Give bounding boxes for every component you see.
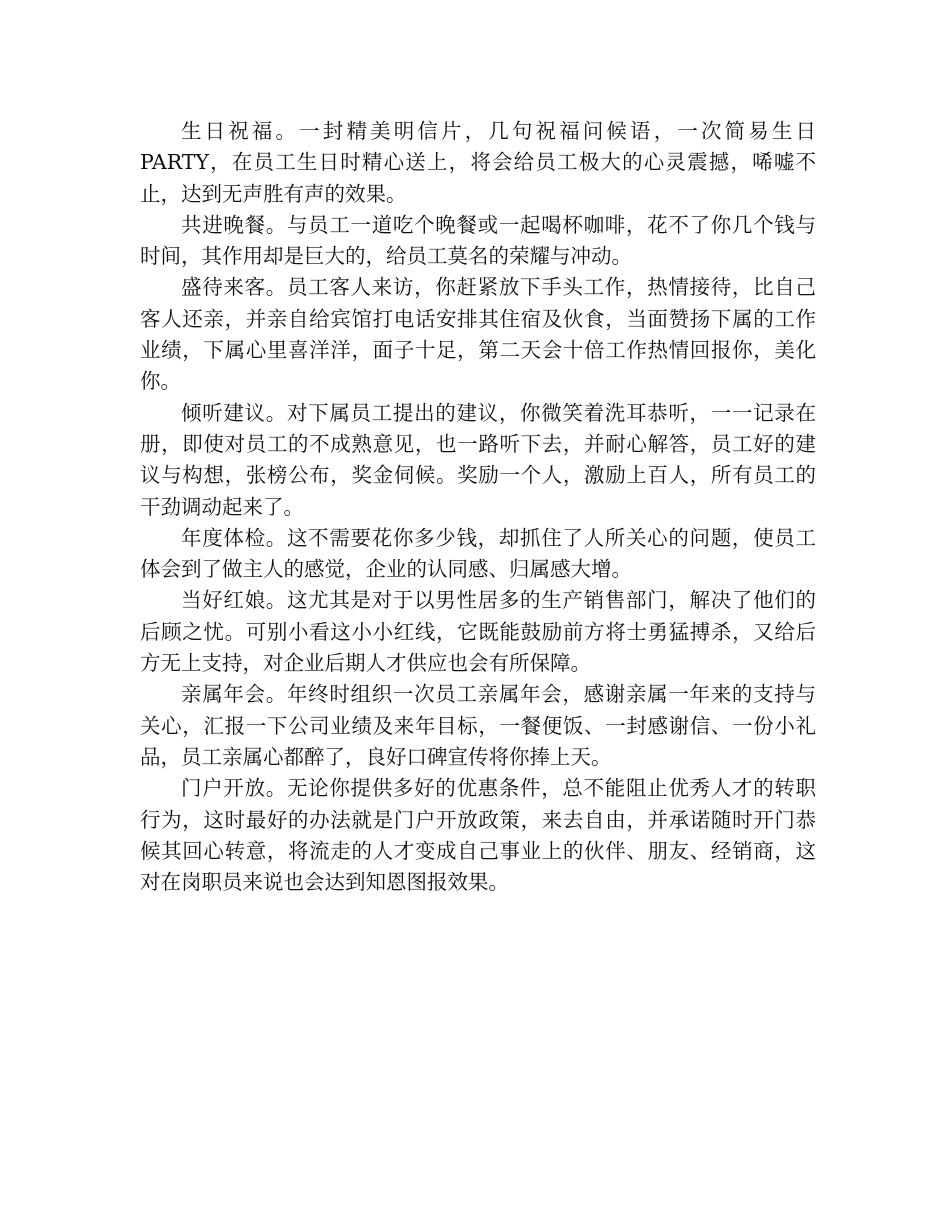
paragraph-dinner: 共进晚餐。与员工一道吃个晚餐或一起喝杯咖啡，花不了你几个钱与时间，其作用却是巨大的，给员工莫名的荣耀与冲动。 [140, 212, 816, 269]
paragraph-family-meeting: 亲属年会。年终时组织一次员工亲属年会，感谢亲属一年来的支持与关心，汇报一下公司业绩及来年目标，一餐便饭、一封感谢信、一份小礼品，员工亲属心都醉了，良好口碑宣传将你捧上天。 [140, 682, 816, 769]
paragraph-guests: 盛待来客。员工客人来访，你赶紧放下手头工作，热情接待，比自己客人还亲，并亲自给宾馆打电话安排其住宿及伙食，当面赞扬下属的工作业绩，下属心里喜洋洋，面子十足，第二天会十倍工作热情回报你，美化你。 [140, 275, 816, 394]
paragraph-matchmaker: 当好红娘。这尤其是对于以男性居多的生产销售部门，解决了他们的后顾之忧。可别小看这小小红线，它既能鼓励前方将士勇猛搏杀，又给后方无上支持，对企业后期人才供应也会有所保障。 [140, 588, 816, 676]
paragraph-checkup: 年度体检。这不需要花你多少钱，却抓住了人所关心的问题，使员工体会到了做主人的感觉，企业的认同感、归属感大增。 [140, 525, 816, 582]
paragraph-suggestions: 倾听建议。对下属员工提出的建议，你微笑着洗耳恭听，一一记录在册，即使对员工的不成熟意见，也一路听下去，并耐心解答，员工好的建议与构想，张榜公布，奖金伺候。奖励一个人，激励上百人，所有员工的干劲调动起来了。 [140, 400, 816, 519]
paragraph-birthday: 生日祝福。一封精美明信片，几句祝福问候语，一次简易生日PARTY，在员工生日时精心送上，将会给员工极大的心灵震撼，唏嘘不止，达到无声胜有声的效果。 [140, 119, 816, 206]
paragraph-open-door: 门户开放。无论你提供多好的优惠条件，总不能阻止优秀人才的转职行为，这时最好的办法就是门户开放政策，来去自由，并承诺随时开门恭候其回心转意，将流走的人才变成自己事业上的伙伴、朋友、经销商，这对在岗职员来说也会达到知恩图报效果。 [140, 776, 816, 895]
document-body [140, 116, 816, 898]
